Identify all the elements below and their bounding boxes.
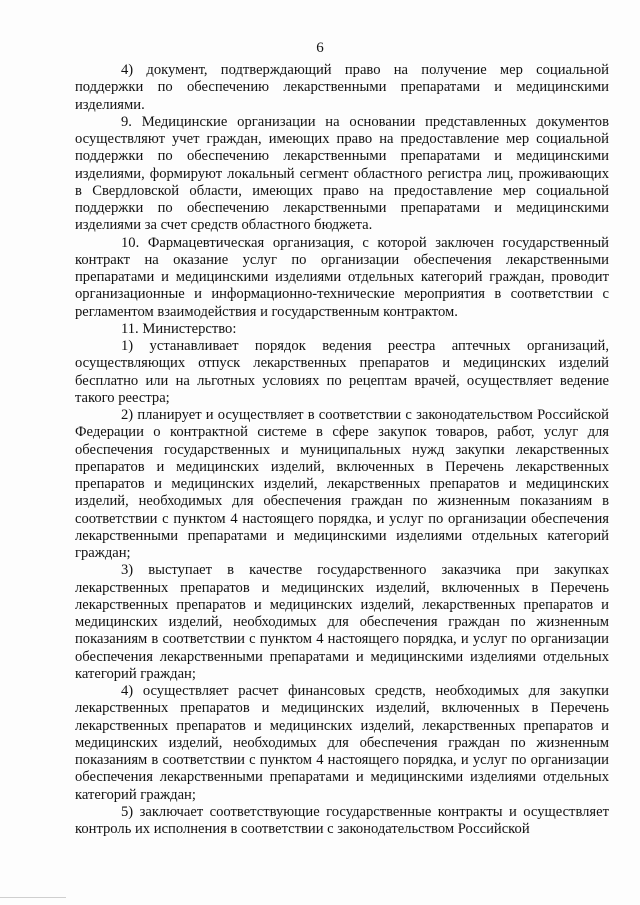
paragraph-11-item-3: 3) выступает в качестве государственного заказчика при закупках лекарственных препаратов и медицинских изделий, включенных в Перечень лекарственных препаратов и медицинских изделий, лекарственных препаратов и медицинских изделий, необходимых для обеспечения граждан по жизненным показаниям в соответствии с пунктом 4 настоящего порядка, и услуг по организации обеспечения лекарственными препаратами и медицинскими изделиями отдельных категорий граждан; [75,562,609,682]
paragraph-11-ministry-heading: 11. Министерство: [121,320,237,337]
page-number: 6 [316,40,324,56]
paragraph-11-item-2: 2) планирует и осуществляет в соответствии с законодательством Российской Федерации о контрактной системе в сфере закупок товаров, работ, услуг для обеспечения государственных и муниципальных нужд закупки лекарственных препаратов и медицинских изделий, включенных в Перечень лекарственных препаратов и медицинских изделий, лекарственных препаратов и медицинских изделий, необходимых для обеспечения граждан по жизненным показаниям в соответствии с пунктом 4 настоящего порядка, и услуг по организации обеспечения лекарственными препаратами и медицинскими изделиями отдельных категорий граждан; [75,407,609,561]
footer-divider [0,897,66,898]
paragraph-item-4-document: 4) документ, подтверждающий право на получение мер социальной поддержки по обеспечению лекарственными препаратами и медицинскими изделиями. [75,62,609,113]
paragraph-11-item-5: 5) заключает соответствующие государственные контракты и осуществляет контроль их исполнения в соответствии с законодательством Российской [75,803,609,837]
paragraph-11-item-4: 4) осуществляет расчет финансовых средств, необходимых для закупки лекарственных препаратов и медицинских изделий, включенных в Перечень лекарственных препаратов и медицинских изделий, лекарственных препаратов и медицинских изделий, необходимых для обеспечения граждан по жизненным показаниям в соответствии с пунктом 4 настоящего порядка, и услуг по организации обеспечения лекарственными препаратами и медицинскими изделиями отдельных категорий граждан; [75,683,609,803]
document-body [75,62,609,838]
paragraph-9-medical-organizations: 9. Медицинские организации на основании представленных документов осуществляют учет граждан, имеющих право на предоставление мер социальной поддержки по обеспечению лекарственными препаратами и медицинскими изделиями, формируют локальный сегмент областного регистра лиц, проживающих в Свердловской области, имеющих право на предоставление мер социальной поддержки по обеспечению лекарственными препаратами и медицинскими изделиями за счет средств областного бюджета. [75,113,609,234]
paragraph-11-item-1: 1) устанавливает порядок ведения реестра аптечных организаций, осуществляющих отпуск лекарственных препаратов и медицинских изделий бесплатно или на льготных условиях по рецептам врачей, осуществляет ведение такого реестра; [75,338,609,406]
paragraph-10-pharmaceutical-organization: 10. Фармацевтическая организация, с которой заключен государственный контракт на оказание услуг по организации обеспечения лекарственными препаратами и медицинскими изделиями отдельных категорий граждан, проводит организационные и информационно-технические мероприятия в соответствии с регламентом взаимодействия и государственным контрактом. [75,234,609,320]
